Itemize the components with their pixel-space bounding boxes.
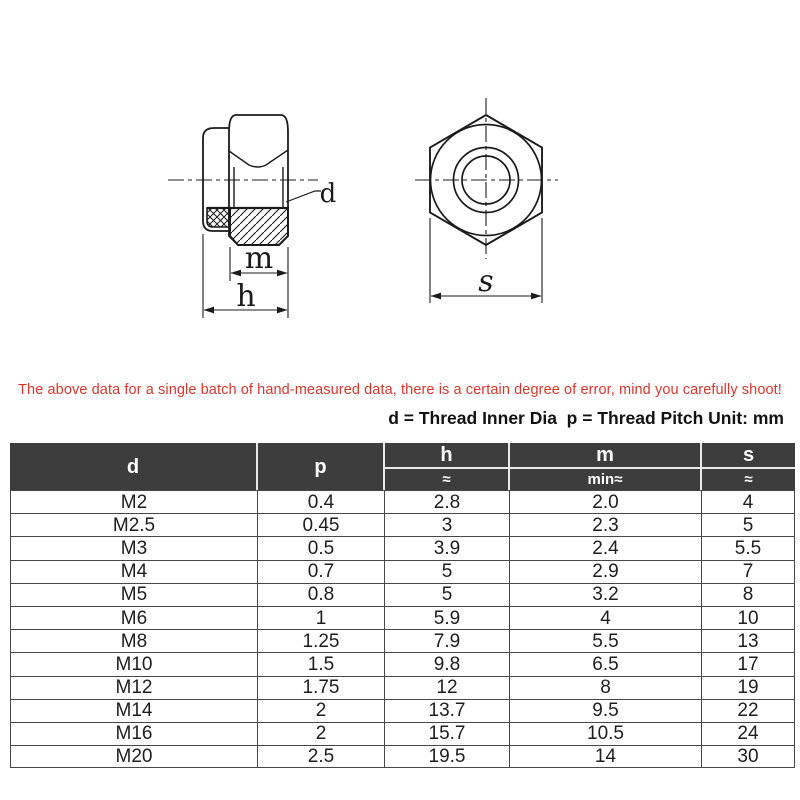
legend-units-text: d = Thread Inner Dia p = Thread Pitch Unit: mm [388,408,784,428]
cell-p: 0.7 [258,560,385,583]
col-header-p: p [258,443,385,490]
h-arrow-left [204,307,215,314]
cell-d: M16 [10,722,258,745]
cell-s: 5.5 [702,536,795,559]
table-row [10,745,795,768]
cell-m: 8 [510,676,702,699]
cell-p: 0.5 [258,536,385,559]
cell-h: 2.8 [385,490,510,513]
m-arrow-right [277,270,288,277]
cell-m: 2.4 [510,536,702,559]
col-header-m: m [510,443,702,469]
nut-technical-drawing [0,0,800,350]
table-row [10,629,795,652]
nylon-section-crosshatch [207,208,229,227]
cell-d: M3 [10,536,258,559]
cell-m: 5.5 [510,629,702,652]
table-row [10,722,795,745]
cell-s: 7 [702,560,795,583]
label-s: s [478,264,494,299]
cell-p: 2 [258,722,385,745]
cell-h: 13.7 [385,699,510,722]
s-arrow-left [431,293,442,300]
steel-section-hatch [230,208,288,245]
s-arrow-right [531,293,542,300]
cell-d: M2.5 [10,513,258,536]
chamfer-facets [229,150,288,167]
cell-d: M12 [10,676,258,699]
cell-m: 2.3 [510,513,702,536]
subheader-s-approx: ≈ [702,469,795,490]
cell-h: 3 [385,513,510,536]
col-header-h: h [385,443,510,469]
cell-d: M8 [10,629,258,652]
cell-p: 2 [258,699,385,722]
cell-h: 9.8 [385,652,510,675]
cell-s: 13 [702,629,795,652]
table-row [10,513,795,536]
cell-p: 2.5 [258,745,385,768]
cell-d: M6 [10,606,258,629]
top-view [415,98,558,303]
label-h: h [236,279,256,314]
cell-m: 14 [510,745,702,768]
m-arrow-left [231,270,242,277]
cell-s: 4 [702,490,795,513]
label-d: d [319,179,337,209]
table-row [10,699,795,722]
cell-m: 2.9 [510,560,702,583]
cell-h: 15.7 [385,722,510,745]
cell-d: M14 [10,699,258,722]
cell-s: 24 [702,722,795,745]
cell-m: 9.5 [510,699,702,722]
cell-p: 0.4 [258,490,385,513]
cell-s: 10 [702,606,795,629]
table-row [10,676,795,699]
d-leader-line [286,191,321,202]
cell-h: 5 [385,583,510,606]
cell-s: 30 [702,745,795,768]
cell-p: 1.75 [258,676,385,699]
label-m: m [244,241,274,276]
thread-bore-walls [234,167,283,208]
table-row [10,652,795,675]
cell-s: 5 [702,513,795,536]
cell-h: 7.9 [385,629,510,652]
col-header-s: s [702,443,795,469]
cell-d: M2 [10,490,258,513]
cell-h: 5.9 [385,606,510,629]
cell-m: 4 [510,606,702,629]
cell-m: 2.0 [510,490,702,513]
cell-s: 17 [702,652,795,675]
cell-p: 1.5 [258,652,385,675]
cell-d: M5 [10,583,258,606]
cell-s: 8 [702,583,795,606]
spec-table [10,443,795,768]
table-row [10,536,795,559]
table-row [10,560,795,583]
measurement-warning-text: The above data for a single batch of hand-measured data, there is a certain degree of error, mind you carefully shoot! [18,382,782,398]
cell-d: M20 [10,745,258,768]
cell-p: 0.45 [258,513,385,536]
cell-p: 0.8 [258,583,385,606]
subheader-m-min: min≈ [510,469,702,490]
spec-table-body [10,490,795,768]
subheader-h-approx: ≈ [385,469,510,490]
cell-d: M10 [10,652,258,675]
cell-h: 12 [385,676,510,699]
cell-m: 10.5 [510,722,702,745]
cell-h: 19.5 [385,745,510,768]
cell-s: 22 [702,699,795,722]
h-arrow-right [277,307,288,314]
cell-m: 3.2 [510,583,702,606]
cell-s: 19 [702,676,795,699]
cell-h: 5 [385,560,510,583]
side-view [168,115,336,318]
table-row [10,490,795,513]
table-row [10,606,795,629]
cell-d: M4 [10,560,258,583]
cell-p: 1.25 [258,629,385,652]
spec-table-header [10,443,795,490]
cell-h: 3.9 [385,536,510,559]
table-row [10,583,795,606]
col-header-d: d [10,443,258,490]
cell-p: 1 [258,606,385,629]
cell-m: 6.5 [510,652,702,675]
